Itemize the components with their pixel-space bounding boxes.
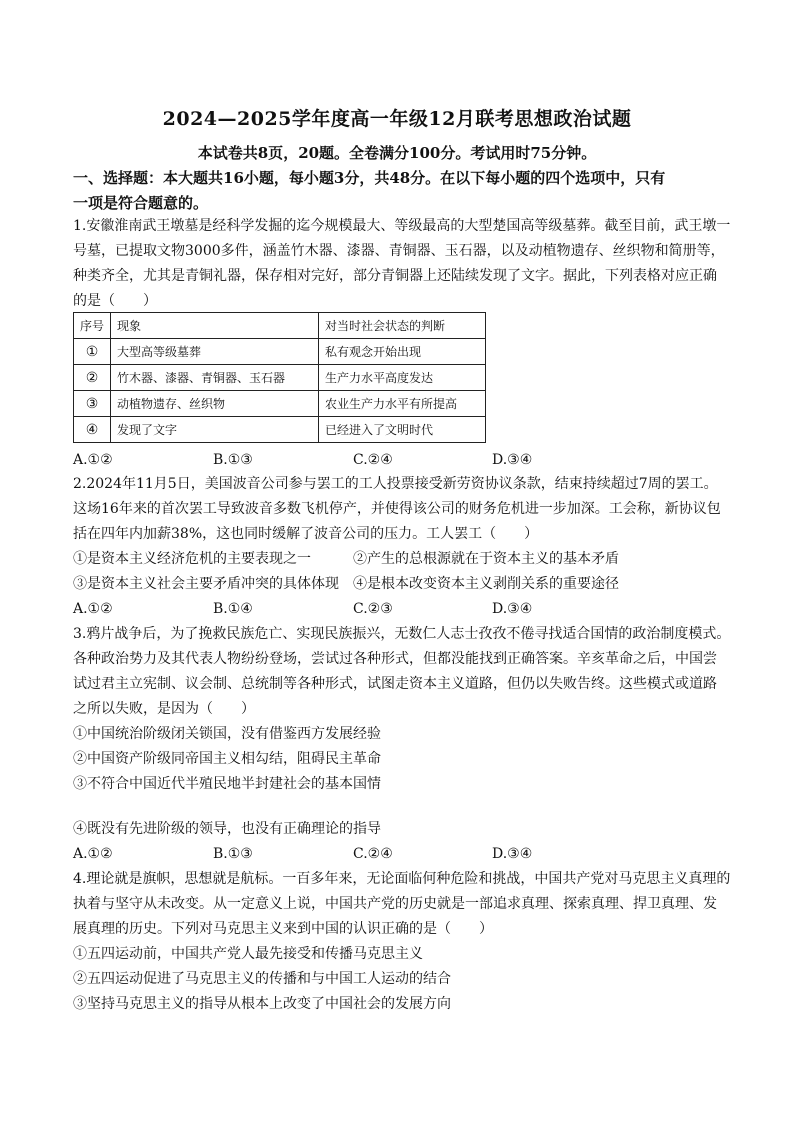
table-cell: 大型高等级墓葬 xyxy=(111,339,319,365)
question-4-line: 展真理的历史。下列对马克思主义来到中国的认识正确的是（ ） xyxy=(73,921,493,937)
question-3-statement: ①中国统治阶级闭关锁国，没有借鉴西方发展经验 xyxy=(73,726,381,742)
question-2-stem xyxy=(73,472,733,547)
table-row xyxy=(74,365,486,391)
question-4-statement: ②五四运动促进了马克思主义的传播和与中国工人运动的结合 xyxy=(73,971,451,987)
question-1-line: 号墓，已提取文物3000多件，涵盖竹木器、漆器、青铜器、玉石器，以及动植物遗存、丝织物和简册等， xyxy=(73,243,725,259)
question-4-line: 4.理论就是旗帜，思想就是航标。一百多年来，无论面临何种危险和挑战，中国共产党对马克思主义真理的 xyxy=(73,871,731,887)
question-2-line: 2.2024年11月5日，美国波音公司参与罢工的工人投票接受新劳资协议条款，结束持续超过7周的罢工。 xyxy=(73,476,718,492)
table-cell: 竹木器、漆器、青铜器、玉石器 xyxy=(111,365,319,391)
section-heading xyxy=(73,166,733,216)
question-1-line: 种类齐全，尤其是青铜礼器，保存相对完好，部分青铜器上还陆续发现了文字。据此，下列表格对应正确 xyxy=(73,268,717,284)
question-1-option-b: B.①③ xyxy=(213,452,253,468)
table-cell: 农业生产力水平有所提高 xyxy=(319,391,486,417)
question-2-option-d: D.③④ xyxy=(492,601,533,617)
question-1-line: 1.安徽淮南武王墩墓是经科学发掘的迄今规模最大、等级最高的大型楚国高等级墓葬。截至目前，武王墩一 xyxy=(73,218,731,234)
question-3-line: 之所以失败，是因为（ ） xyxy=(73,701,255,717)
question-2-statement: ④是根本改变资本主义剥削关系的重要途径 xyxy=(353,576,619,592)
question-2-option-a: A.①② xyxy=(73,601,113,617)
question-1-line: 的是（ ） xyxy=(73,293,157,309)
question-4-statement: ③坚持马克思主义的指导从根本上改变了中国社会的发展方向 xyxy=(73,996,451,1012)
question-1-option-a: A.①② xyxy=(73,452,113,468)
question-1-stem xyxy=(73,214,733,314)
question-2-line: 这场16年来的首次罢工导致波音多数飞机停产，并使得该公司的财务危机进一步加深。工会称，新协议包 xyxy=(73,501,721,517)
question-3-statement: ③不符合中国近代半殖民地半封建社会的基本国情 xyxy=(73,776,381,792)
question-1-option-c: C.②④ xyxy=(353,452,393,468)
section-heading-line-2: 一项是符合题意的。 xyxy=(73,194,209,212)
question-3-option-c: C.②④ xyxy=(353,846,393,862)
question-3-statement: ②中国资产阶级同帝国主义相勾结，阻碍民主革命 xyxy=(73,751,381,767)
exam-subtitle: 本试卷共8页，20题。全卷满分100分。考试用时75分钟。 xyxy=(197,144,597,162)
table-row xyxy=(74,339,486,365)
table-row xyxy=(74,417,486,443)
section-heading-line-1: 一、选择题：本大题共16小题，每小题3分，共48分。在以下每小题的四个选项中，只有 xyxy=(73,169,666,187)
question-3-option-d: D.③④ xyxy=(492,846,533,862)
question-2-statement: ②产生的总根源就在于资本主义的基本矛盾 xyxy=(353,551,619,567)
question-3-line: 3.鸦片战争后，为了挽救民族危亡、实现民族振兴，无数仁人志士孜孜不倦寻找适合国情的政治制度模式。 xyxy=(73,626,731,642)
exam-title: 2024—2025学年度高一年级12月联考思想政治试题 xyxy=(162,108,632,130)
question-3-option-a: A.①② xyxy=(73,846,113,862)
question-3-line: 试过君主立宪制、议会制、总统制等各种形式，试图走资本主义道路，但仍以失败告终。这些模式或道路 xyxy=(73,676,717,692)
table-cell: 已经进入了文明时代 xyxy=(319,417,486,443)
table-cell: ① xyxy=(74,339,111,365)
table-cell: 私有观念开始出现 xyxy=(319,339,486,365)
table-cell: ③ xyxy=(74,391,111,417)
question-3-stem xyxy=(73,622,733,722)
table-header-cell: 现象 xyxy=(111,313,319,339)
table-cell: ④ xyxy=(74,417,111,443)
question-2-statement: ①是资本主义经济危机的主要表现之一 xyxy=(73,551,311,567)
table-cell: 动植物遗存、丝织物 xyxy=(111,391,319,417)
question-4-stem xyxy=(73,867,733,942)
question-3-line: 各种政治势力及其代表人物纷纷登场，尝试过各种形式，但都没能找到正确答案。辛亥革命之后，中国尝 xyxy=(73,651,717,667)
question-1-table xyxy=(73,312,486,443)
table-header-cell: 序号 xyxy=(74,313,111,339)
table-header-cell: 对当时社会状态的判断 xyxy=(319,313,486,339)
table-row xyxy=(74,391,486,417)
question-4-statement: ①五四运动前，中国共产党人最先接受和传播马克思主义 xyxy=(73,946,423,962)
question-4-line: 执着与坚守从未改变。从一定意义上说，中国共产党的历史就是一部追求真理、探索真理、捍卫真理、发 xyxy=(73,896,717,912)
table-cell: 生产力水平高度发达 xyxy=(319,365,486,391)
question-1-option-d: D.③④ xyxy=(492,452,533,468)
question-2-statement: ③是资本主义社会主要矛盾冲突的具体体现 xyxy=(73,576,339,592)
table-header-row xyxy=(74,313,486,339)
question-2-option-b: B.①④ xyxy=(213,601,253,617)
table-cell: 发现了文字 xyxy=(111,417,319,443)
question-3-statement: ④既没有先进阶级的领导，也没有正确理论的指导 xyxy=(73,821,381,837)
table-cell: ② xyxy=(74,365,111,391)
question-2-option-c: C.②③ xyxy=(353,601,393,617)
question-2-line: 括在四年内加薪38%，这也同时缓解了波音公司的压力。工人罢工（ ） xyxy=(73,526,539,542)
question-3-option-b: B.①③ xyxy=(213,846,253,862)
